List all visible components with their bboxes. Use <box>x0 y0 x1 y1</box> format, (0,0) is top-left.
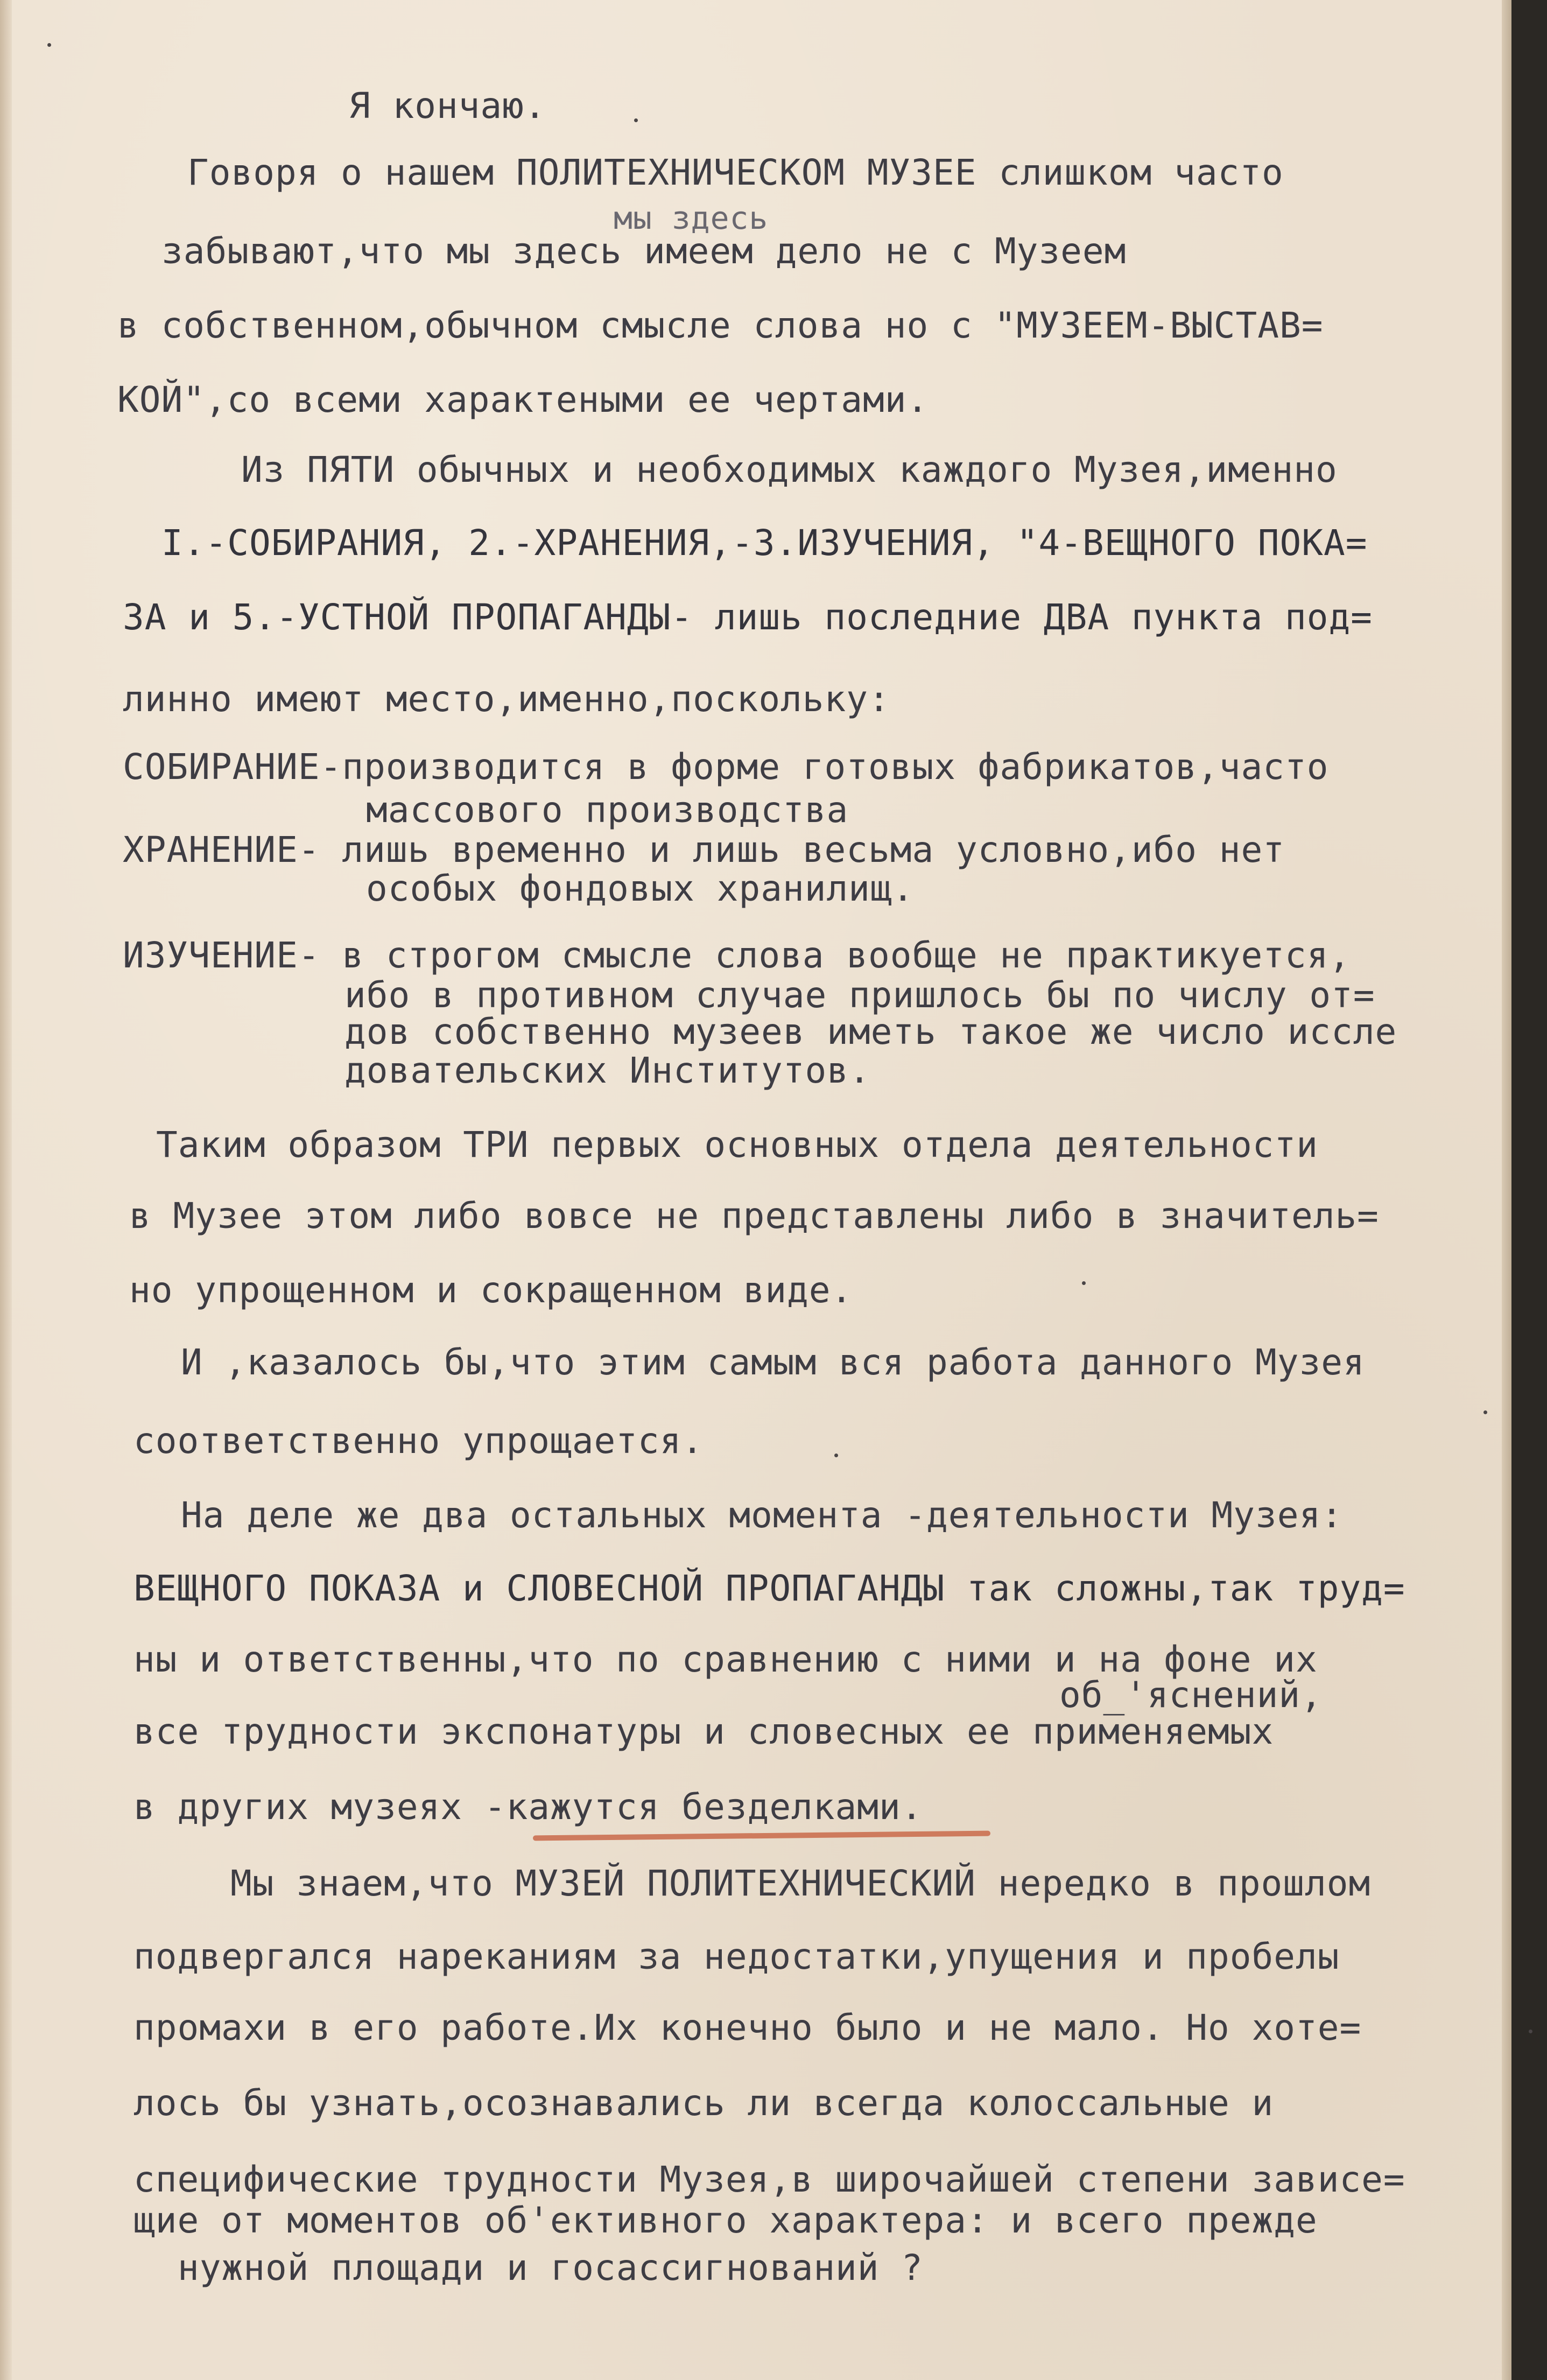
text-line: I.-СОБИРАНИЯ, 2.-ХРАНЕНИЯ,-3.ИЗУЧЕНИЯ, "4-ВЕЩНОГО ПОКА= <box>161 522 1368 564</box>
text-line: довательских Институтов. <box>344 1050 871 1091</box>
text-line: промахи в его работе.Их конечно было и не мало. Но хоте= <box>133 2007 1362 2048</box>
text-line: забывают,что мы здесь имеем дело не с Музеем <box>161 230 1127 272</box>
text-line: соответственно упрощается. <box>133 1420 704 1462</box>
paper-speck <box>1483 1410 1487 1414</box>
text-line: нужной площади и госассигнований ? <box>178 2247 924 2288</box>
text-line: лось бы узнать,осознавались ли всегда колоссальные и <box>133 2082 1274 2124</box>
text-line: СОБИРАНИЕ-производится в форме готовых фабрикатов,часто <box>123 746 1329 788</box>
text-line: И ,казалось бы,что этим самым вся работа данного Музея <box>181 1342 1365 1383</box>
text-line: Говоря о нашем ПОЛИТЕХНИЧЕСКОМ МУЗЕЕ слишком часто <box>187 152 1284 193</box>
binding-margin <box>0 0 12 2380</box>
text-line: щие от моментов об'ективного характера: и всего прежде <box>133 2200 1318 2241</box>
text-line: в Музее этом либо вовсе не представлены либо в значитель= <box>129 1195 1379 1237</box>
text-line: ИЗУЧЕНИЕ- в строгом смысле слова вообще не практикуется, <box>123 935 1351 976</box>
text-line: ны и ответственны,что по сравнению с ними и на фоне их <box>133 1639 1318 1680</box>
text-line: ВЕЩНОГО ПОКАЗА и СЛОВЕСНОЙ ПРОПАГАНДЫ так сложны,так труд= <box>133 1568 1405 1609</box>
page-edge <box>1502 0 1511 2380</box>
text-line: Таким образом ТРИ первых основных отдела деятельности <box>156 1124 1318 1166</box>
paper-speck <box>1082 1281 1086 1285</box>
text-line: массового производства <box>366 789 849 831</box>
text-line: КОЙ",со всеми характеными ее чертами. <box>117 379 929 420</box>
text-line: все трудности экспонатуры и словесных ее применяемых <box>133 1711 1274 1752</box>
text-line: подвергался нареканиям за недостатки,упущения и пробелы <box>133 1936 1340 1977</box>
text-line: Мы знаем,что МУЗЕЙ ПОЛИТЕХНИЧЕСКИЙ нередко в прошлом <box>230 1863 1371 1904</box>
paper-speck <box>634 118 638 122</box>
handwritten-underline <box>533 1831 990 1841</box>
text-line: особых фондовых хранилищ. <box>366 868 915 909</box>
text-line: На деле же два остальных момента -деятельности Музея: <box>181 1494 1343 1536</box>
text-line: ЗА и 5.-УСТНОЙ ПРОПАГАНДЫ- лишь последние ДВА пункта под= <box>123 596 1373 638</box>
text-line: Я кончаю. <box>349 85 546 127</box>
text-line: специфические трудности Музея,в широчайшей степени зависе= <box>133 2159 1405 2200</box>
paper-speck <box>1529 2030 1532 2033</box>
paper-speck <box>834 1454 838 1457</box>
text-line-insertion: об_'яснений, <box>1059 1674 1323 1716</box>
text-line: линно имеют место,именно,поскольку: <box>123 678 890 720</box>
text-line: дов собственно музеев иметь такое же число иссле <box>344 1011 1397 1052</box>
paper-speck <box>47 43 51 47</box>
text-line: в собственном,обычном смысле слова но с "МУЗЕЕМ-ВЫСТАВ= <box>117 305 1324 346</box>
text-line: в других музеях -кажутся безделками. <box>133 1786 923 1828</box>
text-line: ибо в противном случае пришлось бы по числу от= <box>344 974 1375 1016</box>
text-line-insertion: мы здесь <box>614 200 769 236</box>
text-line: но упрощенном и сокращенном виде. <box>129 1269 853 1311</box>
text-line: ХРАНЕНИЕ- лишь временно и лишь весьма условно,ибо нет <box>123 829 1285 870</box>
text-line: Из ПЯТИ обычных и необходимых каждого Музея,именно <box>241 449 1338 490</box>
